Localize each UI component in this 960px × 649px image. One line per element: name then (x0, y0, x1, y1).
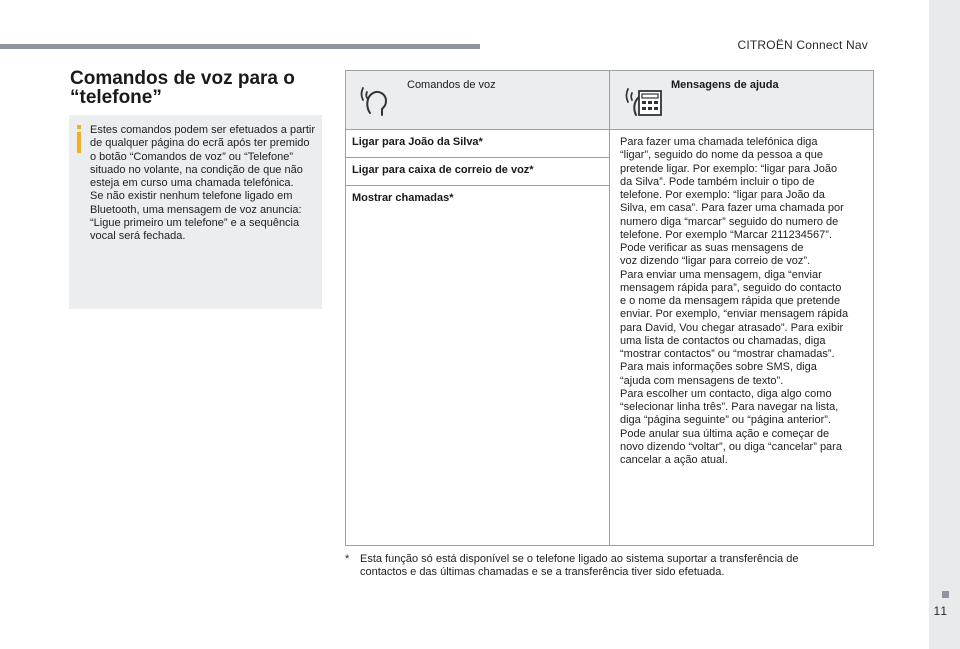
page-number: 11 (933, 604, 948, 618)
info-box (69, 115, 322, 309)
info-text (90, 124, 316, 244)
help-line: e o nome da mensagem rápida que pretende (620, 295, 841, 307)
help-line: telefone. Por exemplo “Marcar 211234567”. (620, 228, 832, 241)
info-paragraph: Estes comandos podem ser efetuados a partir de qualquer página do ecrã após ter premido o botão “Comandos de voz” ou “Telefone” situado no volante, na condição de que não esteja em curso uma chamada telefónica. (90, 124, 316, 190)
help-line: Para mais informações sobre SMS, diga (620, 361, 817, 374)
help-line: enviar. Por exemplo, “enviar mensagem rápida (620, 308, 849, 321)
brand-name: CITROËN Connect Nav (737, 38, 868, 52)
info-icon (77, 125, 81, 153)
page-marker-square (942, 591, 949, 598)
help-line: “selecionar linha três”. Para navegar na lista, (620, 401, 839, 413)
help-line: “ligar”, seguido do nome da pessoa a que (620, 149, 824, 162)
help-line: telefone. Por exemplo: “ligar para João da (620, 189, 825, 201)
help-line: “mostrar contactos” ou “mostrar chamadas”. (620, 348, 835, 360)
help-line: voz dizendo “ligar para correio de voz”. (620, 255, 811, 268)
help-line: mensagem rápida para”, seguido do contacto (620, 281, 842, 294)
help-line: pretende ligar. Por exemplo: “ligar para João (620, 162, 838, 175)
header-help-label: Mensagens de ajuda (671, 79, 779, 91)
command-cell: Ligar para caixa de correio de voz* (346, 158, 610, 186)
help-line: para David, Vou chegar atrasado”. Para exibir (620, 321, 844, 334)
section-title: Comandos de voz para o “telefone” (70, 68, 295, 108)
help-line: Silva, em casa”. Para fazer uma chamada por (620, 202, 844, 215)
help-line: “ajuda com mensagens de texto”. (620, 374, 784, 387)
help-line: cancelar a ação atual. (620, 454, 728, 466)
help-line: uma lista de contactos ou chamadas, diga (620, 334, 826, 347)
header-cell-help (610, 71, 874, 130)
help-line: diga “página seguinte” ou “página anterior”. (620, 414, 831, 427)
help-line: Pode verificar as suas mensagens de (620, 242, 804, 254)
help-line: Para enviar uma mensagem, diga “enviar (620, 268, 822, 281)
help-line: Para fazer uma chamada telefónica diga (620, 136, 818, 148)
info-paragraph: Se não existir nenhum telefone ligado em Bluetooth, uma mensagem de voz anuncia: “Ligue primeiro um telefone” e a sequência vocal será fechada. (90, 190, 302, 243)
table-row (346, 130, 874, 158)
footnote-line: contactos e das últimas chamadas e se a transferência tiver sido efetuada. (360, 566, 725, 579)
footnote-marker: * (345, 553, 350, 565)
header-commands-label: Comandos de voz (407, 79, 496, 91)
help-line: Pode anular sua última ação e começar de (620, 427, 830, 440)
header-cell-commands (346, 71, 610, 130)
help-cell (610, 130, 874, 546)
voice-command-icon (360, 83, 394, 122)
table-header-row (346, 71, 874, 130)
footnote-line: Esta função só está disponível se o telefone ligado ao sistema suportar a transferência de (360, 553, 799, 565)
command-cell: Ligar para João da Silva* (346, 130, 610, 158)
help-line: novo dizendo “voltar”, ou diga “cancelar” para (620, 440, 842, 453)
footnote (345, 553, 865, 580)
help-line: numero diga “marcar” seguido do numero de (620, 215, 839, 228)
help-line: Para escolher um contacto, diga algo como (620, 387, 832, 400)
header-rule (0, 44, 480, 49)
help-line: da Silva”. Pode também incluir o tipo de (620, 175, 815, 188)
command-cell: Mostrar chamadas* (346, 186, 610, 546)
voice-help-icon (624, 83, 664, 124)
voice-commands-table (345, 70, 874, 546)
page-edge-band (929, 0, 960, 649)
